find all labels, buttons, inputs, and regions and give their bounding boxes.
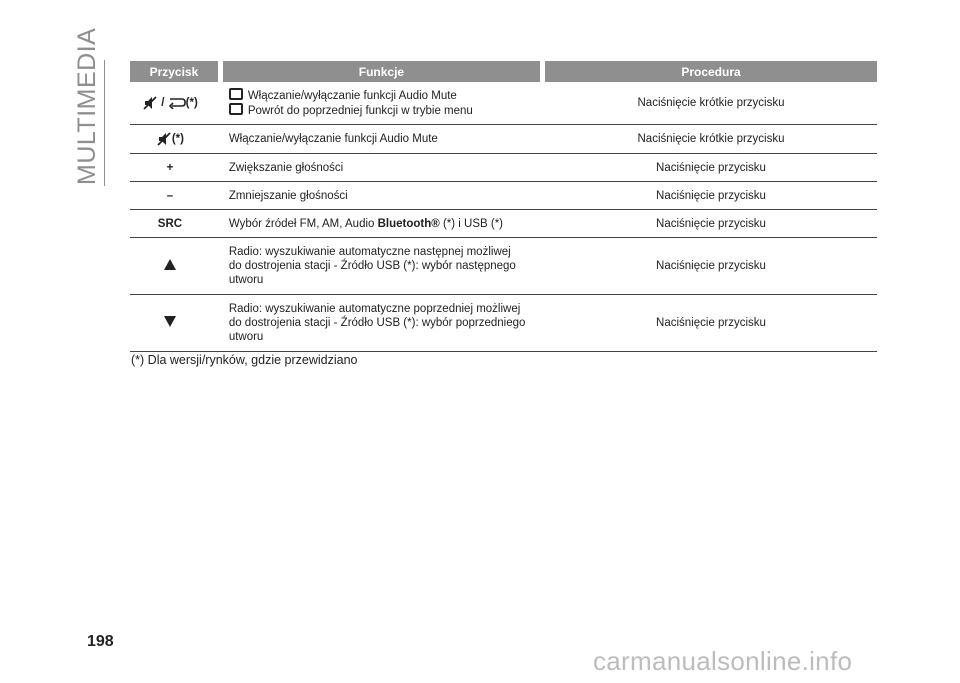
button-cell: (*) <box>130 125 218 154</box>
triangle-up-icon <box>164 259 176 270</box>
table-row <box>130 154 877 182</box>
button-cell: / (*) <box>130 82 218 125</box>
button-cell: – <box>130 182 218 210</box>
back-icon <box>168 97 186 109</box>
function-cell: Zmniejszanie głośności <box>223 182 540 210</box>
page-number: 198 <box>87 633 114 650</box>
table-row <box>130 125 877 154</box>
procedure-cell: Naciśnięcie przycisku <box>545 182 877 210</box>
button-cell <box>130 238 218 295</box>
table-row <box>130 210 877 238</box>
bullet-icon <box>229 88 243 100</box>
footnote: (*) Dla wersji/rynków, gdzie przewidziano <box>131 353 358 367</box>
button-cell: SRC <box>130 210 218 238</box>
procedure-cell: Naciśnięcie krótkie przycisku <box>545 82 877 125</box>
header-button: Przycisk <box>130 61 218 82</box>
function-cell: Wybór źródeł FM, AM, Audio Bluetooth® (*) i USB (*) <box>223 210 540 238</box>
table-row <box>130 182 877 210</box>
procedure-cell: Naciśnięcie przycisku <box>545 238 877 295</box>
function-cell: Radio: wyszukiwanie automatyczne poprzedniej możliwej do dostrojenia stacji - Źródło USB (*): wybór poprzedniego utworu <box>223 295 540 352</box>
mute-icon <box>142 95 158 111</box>
button-functions-table <box>130 61 877 352</box>
procedure-cell: Naciśnięcie przycisku <box>545 154 877 182</box>
table-row <box>130 82 877 125</box>
procedure-cell: Naciśnięcie krótkie przycisku <box>545 125 877 154</box>
watermark: carmanualsonline.info <box>593 646 853 676</box>
bullet-icon <box>229 103 243 115</box>
triangle-down-icon <box>164 316 176 327</box>
header-procedure: Procedura <box>545 61 877 82</box>
function-cell: Włączanie/wyłączanie funkcji Audio Mute Powrót do poprzedniej funkcji w trybie menu <box>223 82 540 125</box>
function-cell: Zwiększanie głośności <box>223 154 540 182</box>
procedure-cell: Naciśnięcie przycisku <box>545 295 877 352</box>
table-row <box>130 238 877 295</box>
function-cell: Radio: wyszukiwanie automatyczne następnej możliwej do dostrojenia stacji - Źródło USB (*): wybór następnego utworu <box>223 238 540 295</box>
function-cell: Włączanie/wyłączanie funkcji Audio Mute <box>223 125 540 154</box>
section-title: MULTIMEDIA <box>73 27 101 185</box>
table-header-row <box>130 61 877 82</box>
procedure-cell: Naciśnięcie przycisku <box>545 210 877 238</box>
section-divider <box>104 60 105 186</box>
button-cell: + <box>130 154 218 182</box>
header-function: Funkcje <box>223 61 540 82</box>
bluetooth-label: Bluetooth® <box>377 217 440 230</box>
mute-icon <box>156 131 172 147</box>
table-row <box>130 295 877 352</box>
button-cell <box>130 295 218 352</box>
